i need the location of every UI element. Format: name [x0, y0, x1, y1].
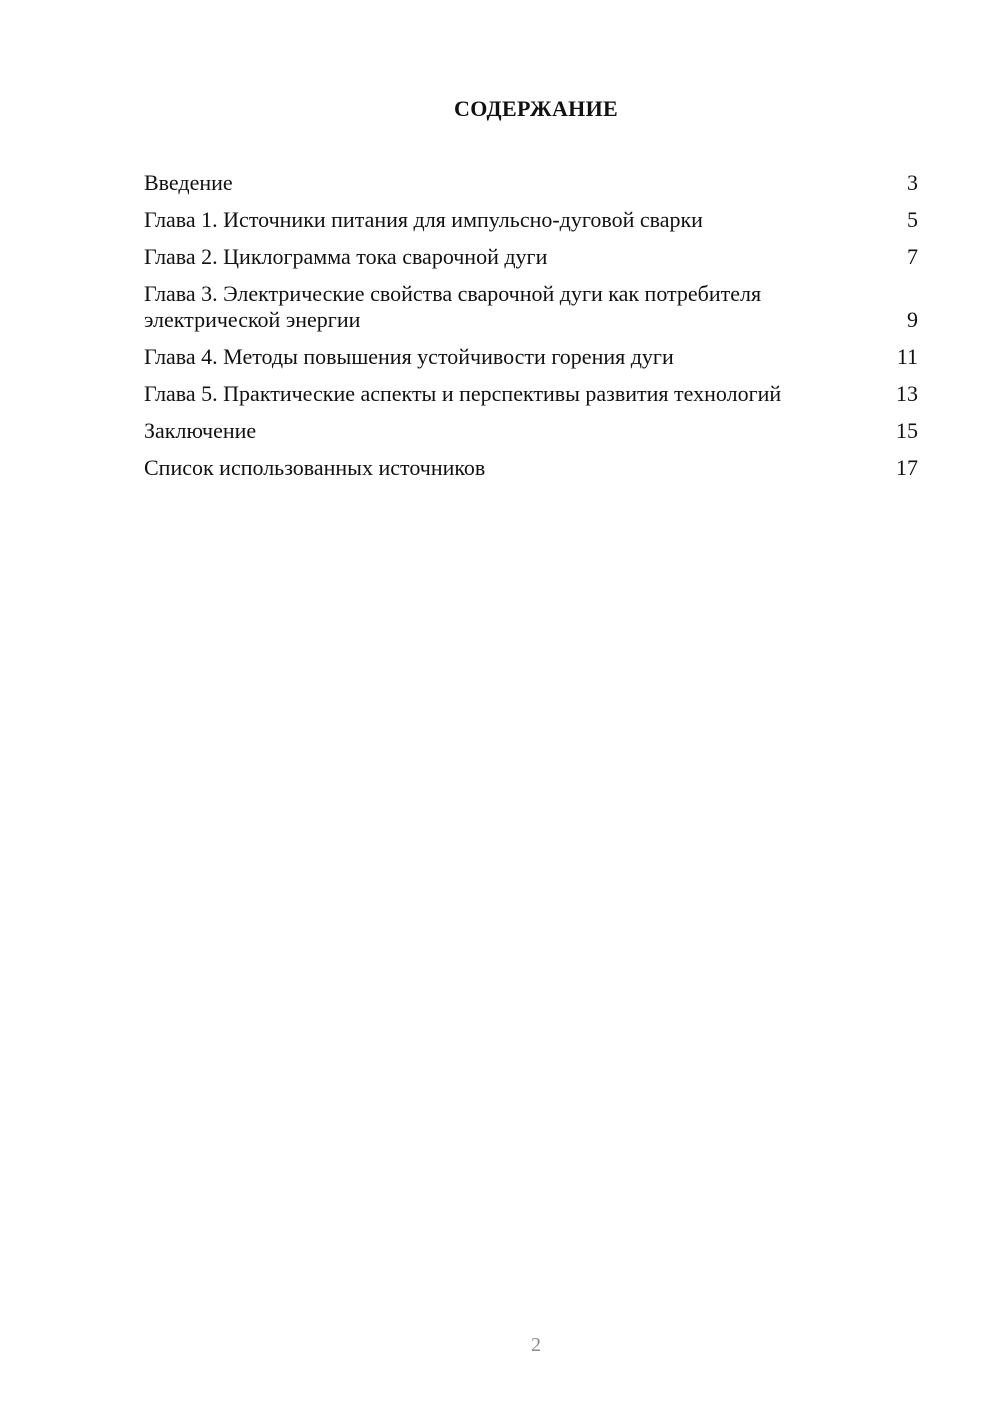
toc-entry-conclusion: [144, 418, 918, 444]
toc-entry-chapter-4: [144, 344, 918, 370]
toc-entry-title: Глава 1. Источники питания для импульсно-дуговой сварки: [144, 207, 703, 232]
toc-entry-page-number: 7: [907, 244, 918, 269]
toc-entry-page-number: 3: [907, 170, 918, 195]
toc-entry-title: Глава 5. Практические аспекты и перспективы развития технологий: [144, 381, 782, 406]
toc-entry-title: Список использованных источников: [144, 455, 486, 480]
toc-entry-page-number: 15: [896, 418, 918, 443]
toc-entry-chapter-2: [144, 244, 918, 270]
toc-entry-chapter-1: [144, 207, 918, 233]
toc-heading: СОДЕРЖАНИЕ: [454, 96, 618, 121]
toc-entry-introduction: [144, 170, 918, 196]
toc-entry-references: [144, 455, 918, 481]
toc-entry-page-number: 17: [896, 455, 918, 480]
toc-entry-page-number: 5: [907, 207, 918, 232]
toc-entry-title: Заключение: [144, 418, 257, 443]
footer-page-number: 2: [531, 1334, 541, 1356]
toc-entry-page-number: 9: [907, 307, 918, 332]
toc-entry-title: Введение: [144, 170, 233, 195]
toc-entry-title: Глава 4. Методы повышения устойчивости горения дуги: [144, 344, 674, 369]
toc-entry-chapter-5: [144, 381, 918, 407]
toc-entry-title: Глава 3. Электрические свойства сварочной дуги как потребителя электрической энергии: [144, 281, 762, 332]
toc-entry-title: Глава 2. Циклограмма тока сварочной дуги: [144, 244, 548, 269]
toc-entry-chapter-3: [144, 281, 918, 333]
toc-entry-page-number: 11: [896, 344, 918, 369]
toc-entry-page-number: 13: [896, 381, 918, 406]
toc-list: [144, 170, 918, 492]
